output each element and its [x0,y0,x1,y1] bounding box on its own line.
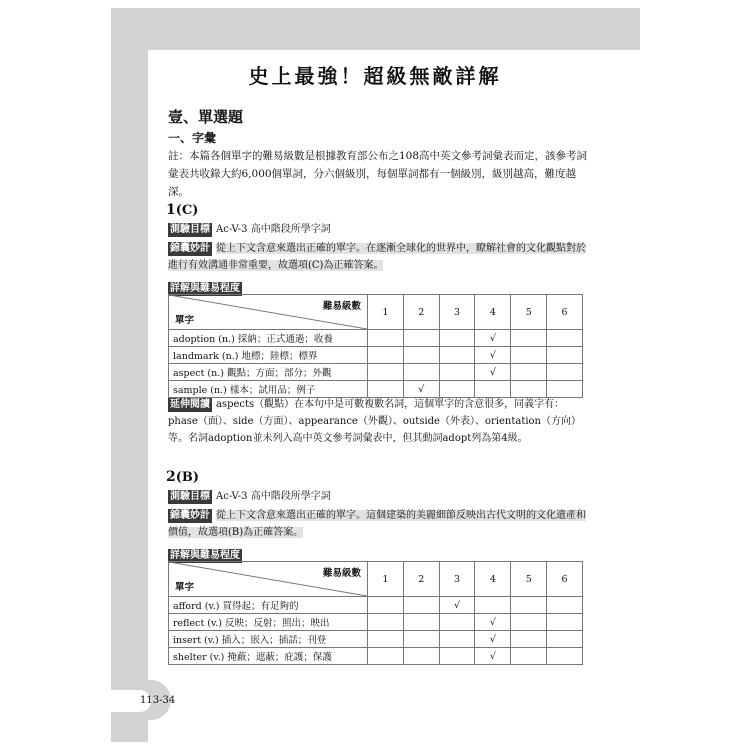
page-number: 113-34 [140,695,176,706]
mark-cell [439,347,475,364]
target-text: Ac-V-3 高中階段所學字詞 [216,224,331,235]
mark-cell: √ [475,330,511,347]
question-1-tip [168,240,586,274]
mark-cell: √ [439,597,475,614]
mark-cell [511,347,547,364]
mark-cell [368,648,404,665]
question-number: 1 [166,202,176,218]
table-row [169,648,583,665]
mark-cell [547,381,583,398]
level-col: 5 [511,562,547,597]
mark-cell [439,381,475,398]
mark-cell: √ [403,381,439,398]
vocabulary-note: 註：本篇各個單字的難易級數是根據教育部公布之108高中英文參考詞彙表而定，該參考詞彙表共收錄大約6,000個單詞，分六個級別，每個單詞都有一個級別，級別越高，難度越深。 [168,150,588,198]
table-corner-cell [169,295,368,330]
section-heading: 壹、單選題 [168,108,244,126]
mark-cell [368,381,404,398]
mark-cell [439,364,475,381]
question-number: 2 [166,469,176,485]
target-text: Ac-V-3 高中階段所學字詞 [216,491,331,502]
mark-cell: √ [475,648,511,665]
question-1-header [166,202,198,218]
mark-cell [547,648,583,665]
table-row [169,364,583,381]
table-row [169,347,583,364]
question-2-target [168,488,588,505]
word-heading: 單字 [175,315,195,326]
detail-tag: 詳解與難易程度 [170,283,240,294]
level-col: 1 [368,562,404,597]
mark-cell [511,631,547,648]
mark-cell [547,614,583,631]
mark-cell [475,597,511,614]
mark-cell [403,347,439,364]
table-row [169,614,583,631]
table-row [169,631,583,648]
level-col: 4 [475,562,511,597]
question-2-table [168,561,583,665]
mark-cell [403,597,439,614]
level-col: 2 [403,562,439,597]
table-header-row [169,295,583,330]
question-answer: (B) [175,470,200,485]
mark-cell [475,381,511,398]
mark-cell [439,614,475,631]
question-2-tip [168,507,586,541]
mark-cell [368,597,404,614]
mark-cell [403,648,439,665]
tip-tag: 錦囊妙計 [170,243,210,254]
mark-cell [403,614,439,631]
mark-cell [439,648,475,665]
tip-text: 從上下文含意來選出正確的單字。在逐漸全球化的世界中，瞭解社會的文化觀點對於進行有效溝通非常重要，故選項(C)為正確答案。 [168,243,586,271]
mark-cell [511,364,547,381]
question-1-target [168,221,588,238]
word-heading: 單字 [175,582,195,593]
table-corner-cell [169,562,368,597]
mark-cell [511,597,547,614]
word-cell: adoption (n.) 採納；正式通過；收養 [169,330,368,347]
table-row [169,381,583,398]
mark-cell [511,614,547,631]
tip-text: 從上下文含意來選出正確的單字。這個建築的美麗細節反映出古代文明的文化遺產和價值，故選項(B)為正確答案。 [168,510,586,538]
mark-cell [511,648,547,665]
mark-cell [547,364,583,381]
extend-tag: 延伸閱讀 [170,399,210,410]
question-1-extend [168,396,586,447]
mark-cell [547,597,583,614]
mark-cell [403,364,439,381]
word-cell: landmark (n.) 地標；陸標；標界 [169,347,368,364]
subsection-heading: 一、字彙 [168,131,217,145]
question-1-table [168,294,583,398]
question-1-detail-label [168,276,246,296]
question-2-header [166,469,199,485]
question-2-detail-label [168,543,246,563]
level-heading: 難易級數 [322,301,361,312]
mark-cell [547,347,583,364]
mark-cell [511,330,547,347]
mark-cell [368,614,404,631]
level-col: 3 [439,562,475,597]
level-col: 4 [475,295,511,330]
tip-tag: 錦囊妙計 [170,510,210,521]
mark-cell [547,330,583,347]
mark-cell [403,631,439,648]
question-answer: (C) [175,203,199,218]
word-cell: reflect (v.) 反映；反射；照出；映出 [169,614,368,631]
target-tag: 測驗目標 [170,491,210,502]
mark-cell [368,364,404,381]
word-cell: afford (v.) 買得起；有足夠的 [169,597,368,614]
target-tag: 測驗目標 [170,224,210,235]
detail-tag: 詳解與難易程度 [170,550,240,561]
mark-cell [511,381,547,398]
word-cell: sample (n.) 樣本；試用品；例子 [169,381,368,398]
level-col: 6 [547,295,583,330]
level-col: 6 [547,562,583,597]
page-title: 史上最強！超級無敵詳解 [248,64,502,88]
mark-cell [439,330,475,347]
mark-cell [439,631,475,648]
table-row [169,330,583,347]
mark-cell [368,347,404,364]
mark-cell: √ [475,347,511,364]
level-col: 5 [511,295,547,330]
table-row [169,597,583,614]
mark-cell: √ [475,631,511,648]
table-header-row [169,562,583,597]
level-col: 3 [439,295,475,330]
mark-cell [547,631,583,648]
extend-text: aspects（觀點）在本句中是可數複數名詞，這個單字的含意很多，同義字有：phase（面）、side（方面）、appearance（外觀）、outside（外表）、orientation（方向）等。名詞adoption並未列入高中英文參考詞彙表中，但其動詞adopt列為第4級。 [168,399,581,444]
level-heading: 難易級數 [322,568,361,579]
word-cell: insert (v.) 插入；嵌入；插話；刊登 [169,631,368,648]
mark-cell: √ [475,364,511,381]
word-cell: shelter (v.) 掩蔽；遮蔽；庇護；保護 [169,648,368,665]
mark-cell [368,330,404,347]
mark-cell [403,330,439,347]
level-col: 1 [368,295,404,330]
mark-cell [368,631,404,648]
mark-cell: √ [475,614,511,631]
level-col: 2 [403,295,439,330]
word-cell: aspect (n.) 觀點；方面；部分；外觀 [169,364,368,381]
